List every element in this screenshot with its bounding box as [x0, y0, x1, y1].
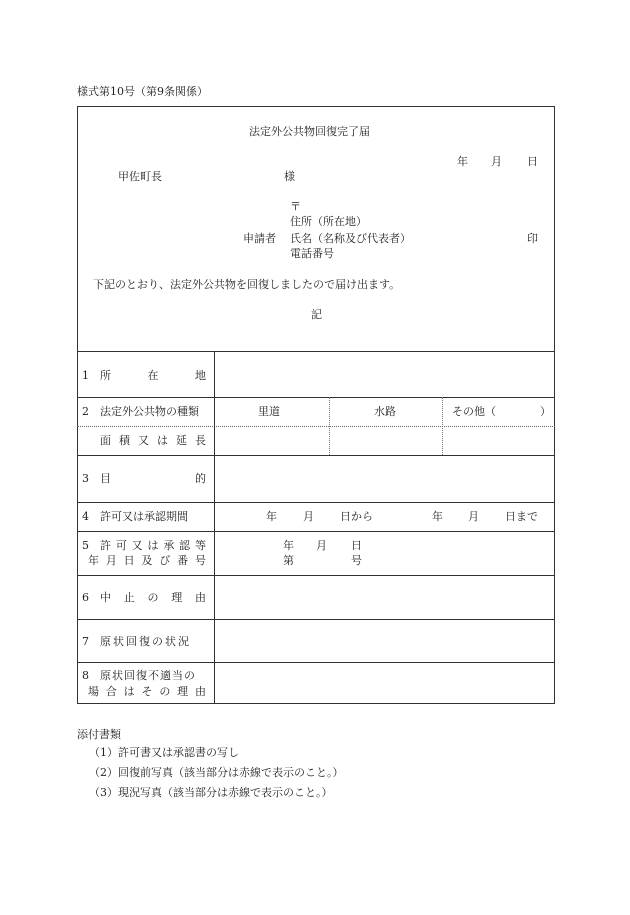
row-divider: [77, 455, 555, 456]
attachments-heading: 添付書類: [77, 728, 121, 741]
name-label: 氏名（名称及び代表者）: [290, 232, 411, 245]
postal-mark: 〒: [290, 200, 301, 213]
date-day: 日: [527, 155, 538, 168]
attachment-num: （3）: [89, 786, 118, 799]
row2-label: 法定外公共物の種類: [100, 405, 199, 418]
addressee-honorific: 様: [284, 170, 295, 183]
type-other-close: ）: [540, 405, 551, 418]
address-label: 住所（所在地）: [290, 215, 367, 228]
seal-mark: 印: [527, 232, 538, 245]
type-water: 水路: [374, 405, 396, 418]
row5-label-line2: 年 月 日 及 び 番 号: [88, 554, 206, 567]
approval-day: 日: [351, 539, 362, 552]
approval-month: 月: [316, 539, 327, 552]
row1-label: 所 在 地: [100, 369, 206, 382]
row1-number: 1: [82, 369, 89, 382]
attachment-text: 許可書又は承認書の写し: [118, 746, 239, 759]
date-month: 月: [491, 155, 502, 168]
row-divider: [77, 531, 555, 532]
type-divider-dotted: [442, 397, 443, 455]
row2-number: 2: [82, 405, 89, 418]
row3-number: 3: [82, 472, 89, 485]
form-number: 様式第10号（第9条関係）: [77, 85, 208, 98]
row3-label: 目 的: [100, 472, 206, 485]
approval-number-dai: 第: [283, 554, 294, 567]
row8-label-line2: 場 合 は そ の 理 由: [88, 685, 206, 698]
row4-number: 4: [82, 510, 89, 523]
period-from-year: 年: [266, 510, 277, 523]
addressee-name: 甲佐町長: [118, 170, 162, 183]
row7-number: 7: [82, 635, 89, 648]
attachment-num: （1）: [89, 746, 118, 759]
row8-label-line1: 原状回復不適当の: [100, 669, 196, 682]
period-to-month: 月: [468, 510, 479, 523]
row-divider: [77, 502, 555, 503]
document-title: 法定外公共物回復完了届: [249, 125, 370, 138]
statement-text: 下記のとおり、法定外公共物を回復しましたので届け出ます。: [93, 278, 401, 291]
type-divider-dotted: [329, 397, 330, 455]
row-divider: [77, 351, 555, 352]
date-year: 年: [457, 155, 468, 168]
attachment-text: 現況写真（該当部分は赤線で表示のこと。）: [118, 786, 333, 799]
row6-label: 中 止 の 理 由: [100, 591, 206, 604]
approval-number-go: 号: [351, 554, 362, 567]
attachment-num: （2）: [89, 766, 118, 779]
approval-year: 年: [283, 539, 294, 552]
ki-mark: 記: [311, 308, 322, 321]
type-other-open: その他（: [452, 405, 496, 418]
column-divider: [214, 351, 215, 704]
applicant-label: 申請者: [243, 232, 276, 245]
row6-number: 6: [82, 591, 89, 604]
row-divider: [77, 662, 555, 663]
row7-label: 原状回復の状況: [100, 635, 191, 648]
row-divider: [77, 575, 555, 576]
row-divider: [77, 397, 555, 398]
row4-label: 許可又は承認期間: [100, 510, 188, 523]
row-divider-dotted: [77, 426, 555, 427]
period-to-day: 日まで: [505, 510, 538, 523]
type-road: 里道: [258, 405, 280, 418]
period-from-month: 月: [303, 510, 314, 523]
row5-label-line1: 許 可 又 は 承 認 等: [100, 539, 206, 552]
row5-number: 5: [82, 539, 89, 552]
attachment-text: 回復前写真（該当部分は赤線で表示のこと。）: [118, 766, 344, 779]
row2-sub-label: 面 積 又 は 延 長: [100, 434, 206, 447]
row-divider: [77, 619, 555, 620]
period-from-day: 日から: [340, 510, 373, 523]
period-to-year: 年: [432, 510, 443, 523]
phone-label: 電話番号: [290, 247, 334, 260]
row8-number: 8: [82, 669, 89, 682]
